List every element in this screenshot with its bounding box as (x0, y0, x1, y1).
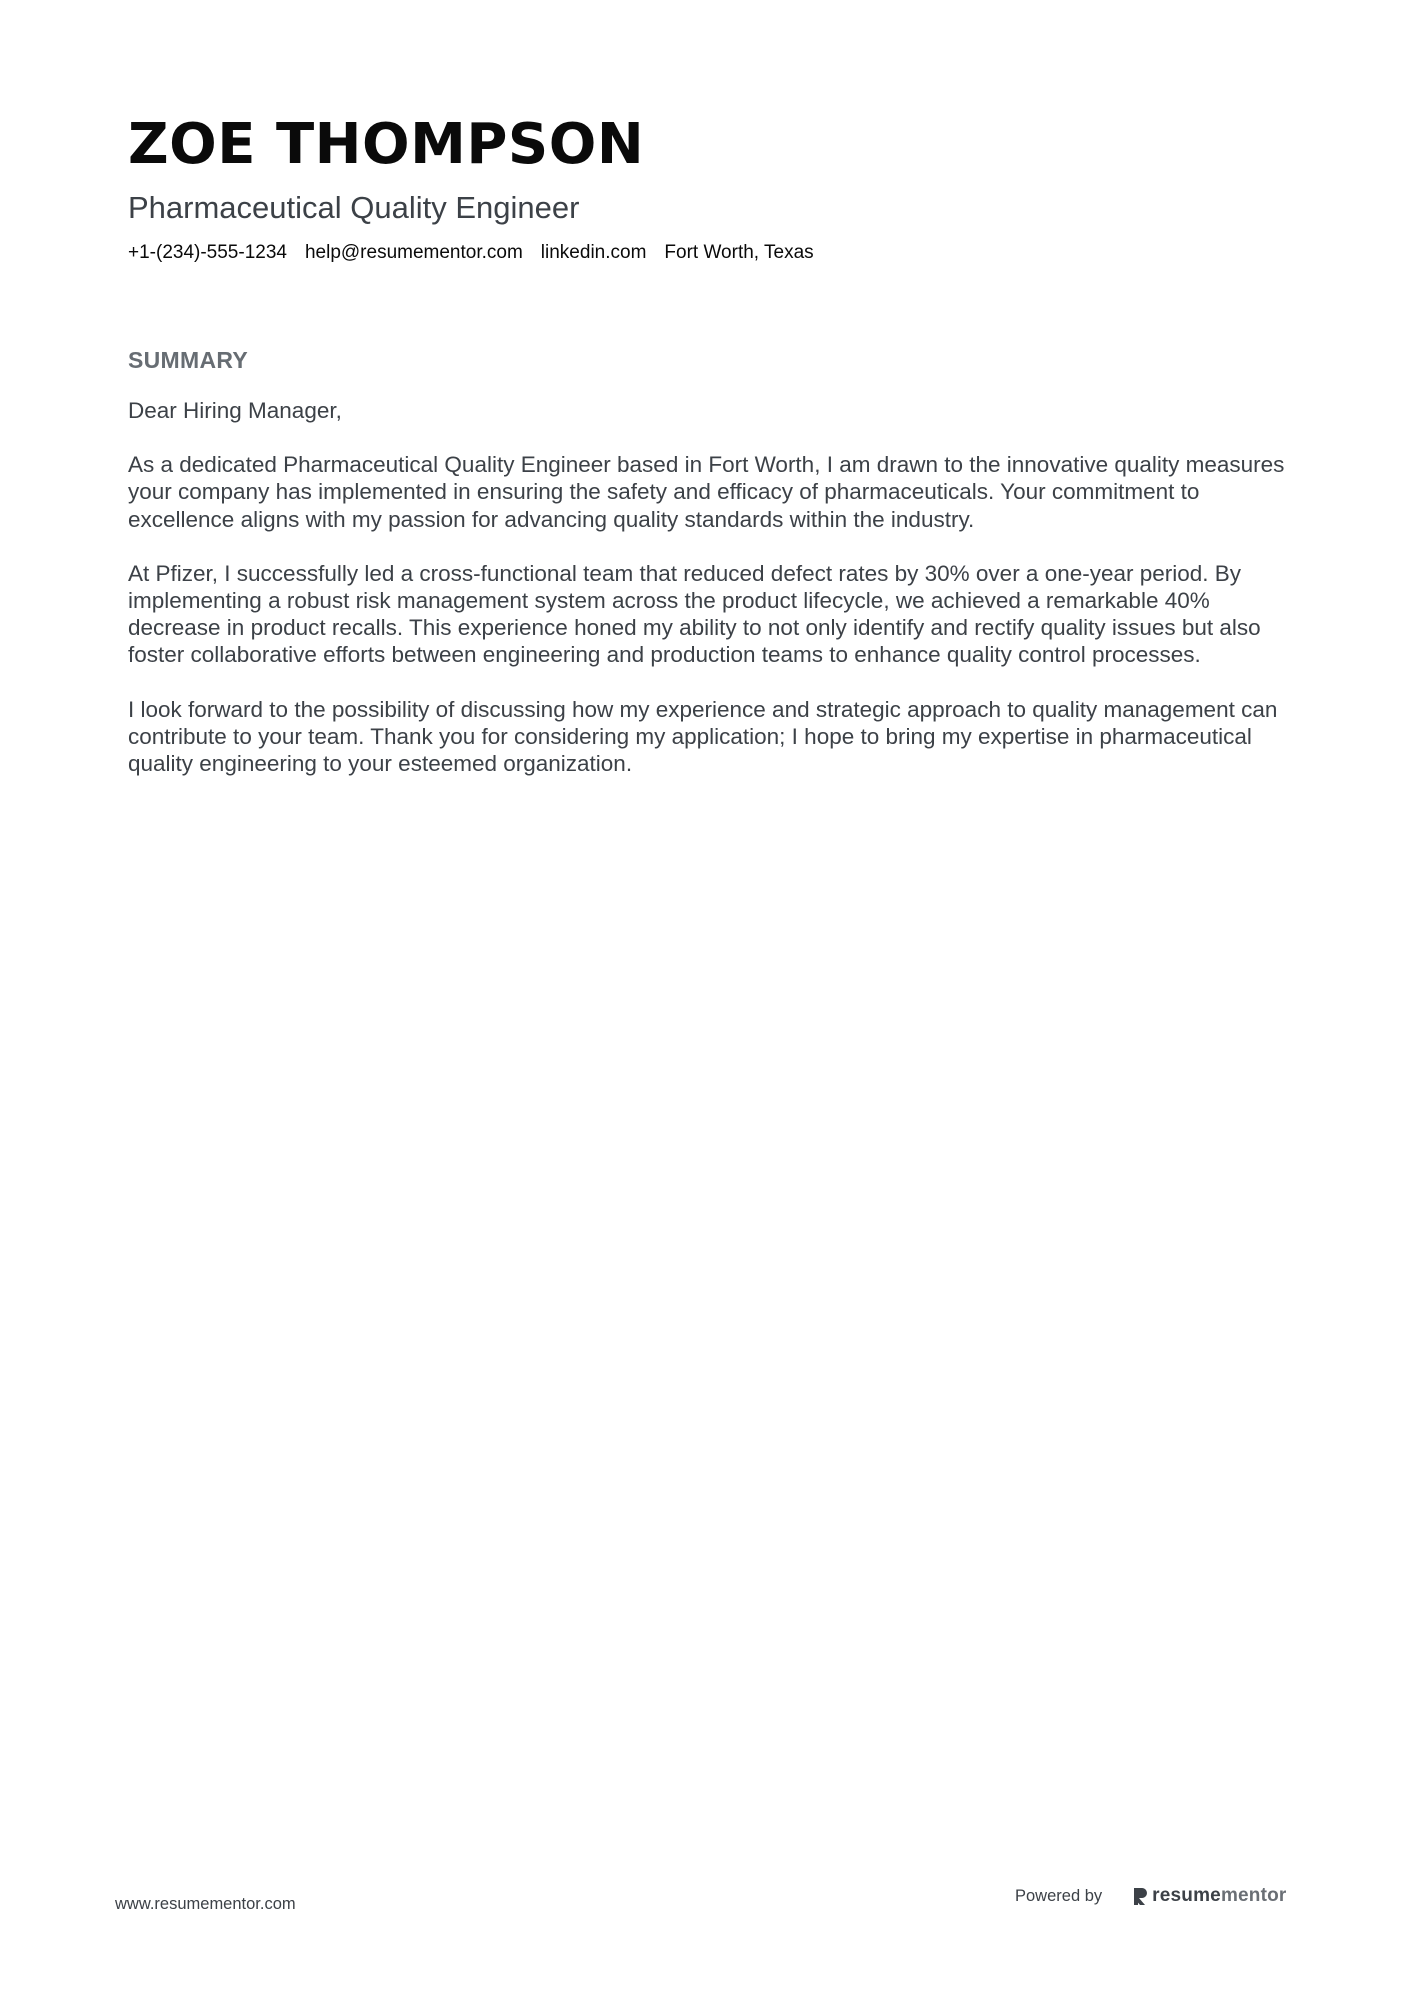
logo-wordmark-part1: resume (1152, 1885, 1221, 1906)
section-heading: SUMMARY (128, 347, 249, 373)
letter-paragraph: As a dedicated Pharmaceutical Quality Engineer based in Fort Worth, I am drawn to the innovative quality measures your company has implemented in ensuring the safety and efficacy of pharmaceuticals. Your commitment to excellence aligns with my passion for advancing quality standards within the industry. (128, 452, 1285, 532)
resumementor-logo (1132, 1885, 1286, 1907)
contact-phone: +1-(234)-555-1234 (128, 242, 287, 263)
letter-paragraph: At Pfizer, I successfully led a cross-functional team that reduced defect rates by 30% over a one-year period. By implementing a robust risk management system across the product lifecycle, we achieved a remarkable 40% decrease in product recalls. This experience honed my ability to not only identify and rectify quality issues but also foster collaborative efforts between engineering and production teams to enhance quality control processes. (128, 560, 1261, 668)
job-title: Pharmaceutical Quality Engineer (128, 190, 580, 225)
contact-linkedin: linkedin.com (540, 242, 647, 263)
footer-website: www.resumementor.com (115, 1895, 296, 1913)
candidate-name: ZOE THOMPSON (128, 112, 645, 177)
contact-line (128, 242, 1288, 264)
contact-email: help@resumementor.com (304, 242, 523, 263)
letter-paragraph: I look forward to the possibility of discussing how my experience and strategic approach to quality management can contribute to your team. Thank you for considering my application; I hope to bring my expertise in pharmaceutical quality engineering to your esteemed organization. (128, 696, 1278, 777)
letter-greeting: Dear Hiring Manager, (128, 398, 342, 423)
summary-section (128, 345, 1293, 804)
footer-branding (1015, 1885, 1287, 1907)
contact-location: Fort Worth, Texas (664, 242, 814, 263)
powered-by-label: Powered by (1015, 1886, 1103, 1905)
logo-wordmark-part2: mentor (1220, 1885, 1287, 1906)
cover-letter-body (128, 397, 1293, 777)
header (128, 110, 1288, 264)
resumementor-logo-icon (1132, 1886, 1149, 1907)
logo-wordmark (1152, 1885, 1286, 1907)
